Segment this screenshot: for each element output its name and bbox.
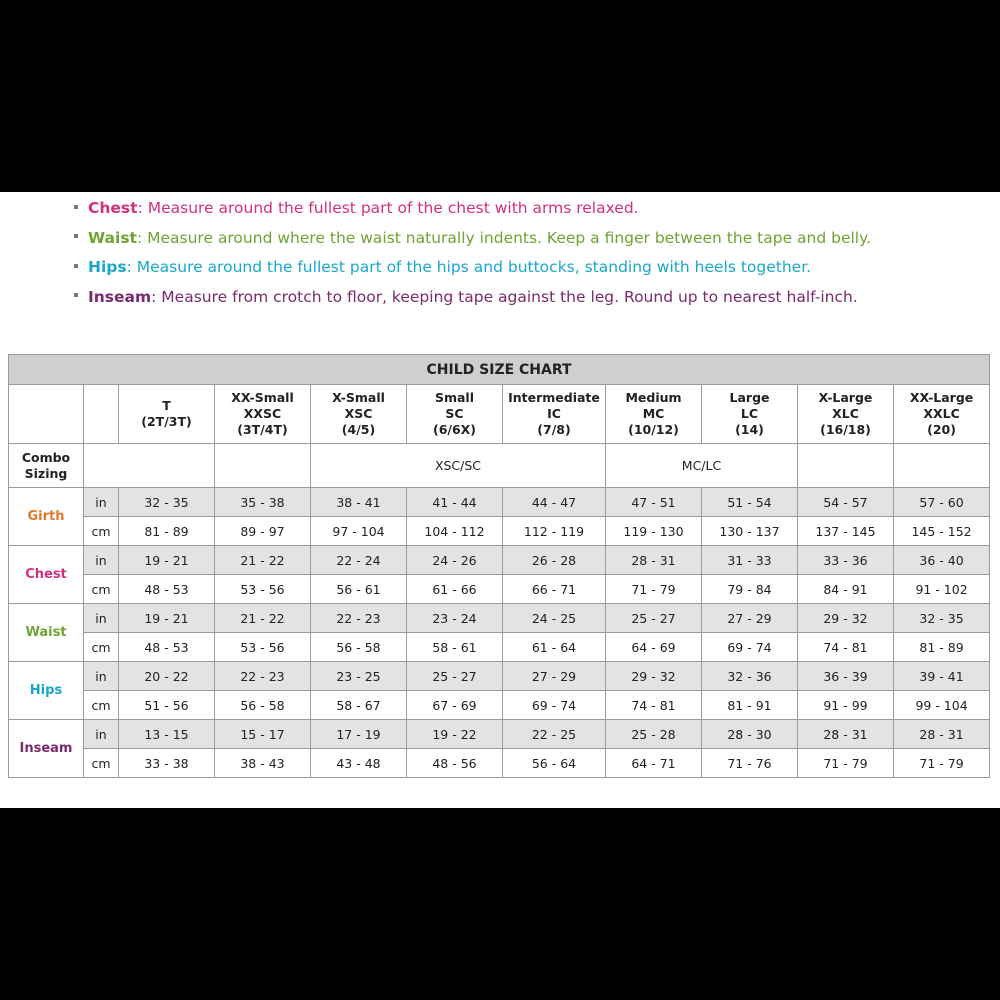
chest-in-row bbox=[9, 546, 990, 575]
size-value: 36 - 39 bbox=[798, 662, 894, 691]
size-code: XLC bbox=[832, 406, 859, 421]
header-blank bbox=[84, 385, 119, 444]
size-value: 81 - 89 bbox=[119, 517, 215, 546]
combo-label-line: Combo bbox=[21, 449, 71, 465]
girth-cm-row bbox=[9, 517, 990, 546]
measurement-label-chest: Chest bbox=[9, 546, 84, 604]
size-value: 99 - 104 bbox=[894, 691, 990, 720]
size-range: (4/5) bbox=[341, 422, 376, 437]
instruction-term: Hips bbox=[88, 258, 127, 277]
unit-label: in bbox=[84, 720, 119, 749]
measurement-label-hips: Hips bbox=[9, 662, 84, 720]
size-value: 56 - 61 bbox=[311, 575, 407, 604]
size-header bbox=[894, 385, 990, 444]
size-header bbox=[119, 385, 215, 444]
unit-label: cm bbox=[84, 633, 119, 662]
size-range: (10/12) bbox=[628, 422, 679, 437]
size-value: 84 - 91 bbox=[798, 575, 894, 604]
size-value: 69 - 74 bbox=[702, 633, 798, 662]
size-value: 67 - 69 bbox=[407, 691, 503, 720]
size-value: 71 - 79 bbox=[894, 749, 990, 778]
size-value: 23 - 25 bbox=[311, 662, 407, 691]
size-value: 13 - 15 bbox=[119, 720, 215, 749]
size-value: 38 - 43 bbox=[215, 749, 311, 778]
combo-cell bbox=[84, 444, 119, 488]
unit-label: cm bbox=[84, 691, 119, 720]
size-value: 41 - 44 bbox=[407, 488, 503, 517]
size-value: 26 - 28 bbox=[503, 546, 606, 575]
size-value: 66 - 71 bbox=[503, 575, 606, 604]
size-code: XXSC bbox=[243, 406, 282, 421]
size-value: 44 - 47 bbox=[503, 488, 606, 517]
size-value: 54 - 57 bbox=[798, 488, 894, 517]
size-value: 32 - 36 bbox=[702, 662, 798, 691]
bullet-icon bbox=[74, 205, 78, 209]
size-value: 15 - 17 bbox=[215, 720, 311, 749]
measurement-label-girth: Girth bbox=[9, 488, 84, 546]
size-value: 19 - 21 bbox=[119, 546, 215, 575]
size-header bbox=[407, 385, 503, 444]
size-value: 29 - 32 bbox=[798, 604, 894, 633]
size-name: Large bbox=[729, 390, 770, 405]
size-value: 25 - 27 bbox=[606, 604, 702, 633]
size-value: 56 - 58 bbox=[311, 633, 407, 662]
size-value: 29 - 32 bbox=[606, 662, 702, 691]
size-name: T bbox=[162, 398, 171, 413]
unit-label: in bbox=[84, 604, 119, 633]
size-value: 22 - 23 bbox=[215, 662, 311, 691]
size-code: SC bbox=[445, 406, 464, 421]
size-value: 28 - 30 bbox=[702, 720, 798, 749]
size-value: 137 - 145 bbox=[798, 517, 894, 546]
size-value: 19 - 21 bbox=[119, 604, 215, 633]
size-value: 119 - 130 bbox=[606, 517, 702, 546]
instruction-hips bbox=[74, 255, 871, 285]
size-header-row bbox=[9, 385, 990, 444]
size-value: 35 - 38 bbox=[215, 488, 311, 517]
girth-in-row bbox=[9, 488, 990, 517]
size-name: XX-Large bbox=[909, 390, 974, 405]
child-size-chart bbox=[8, 354, 990, 778]
size-value: 39 - 41 bbox=[894, 662, 990, 691]
combo-sizing-row bbox=[9, 444, 990, 488]
size-code: XSC bbox=[344, 406, 373, 421]
size-value: 36 - 40 bbox=[894, 546, 990, 575]
size-value: 27 - 29 bbox=[702, 604, 798, 633]
size-value: 57 - 60 bbox=[894, 488, 990, 517]
size-value: 71 - 79 bbox=[606, 575, 702, 604]
combo-cell bbox=[798, 444, 894, 488]
size-code: LC bbox=[740, 406, 759, 421]
size-value: 81 - 89 bbox=[894, 633, 990, 662]
measurement-label-inseam: Inseam bbox=[9, 720, 84, 778]
size-value: 24 - 25 bbox=[503, 604, 606, 633]
size-value: 22 - 23 bbox=[311, 604, 407, 633]
chart-title: CHILD SIZE CHART bbox=[9, 355, 990, 385]
size-value: 22 - 25 bbox=[503, 720, 606, 749]
size-value: 48 - 56 bbox=[407, 749, 503, 778]
size-value: 104 - 112 bbox=[407, 517, 503, 546]
instruction-text: : Measure around where the waist naturally indents. Keep a finger between the tape and belly. bbox=[136, 228, 872, 247]
size-value: 31 - 33 bbox=[702, 546, 798, 575]
size-value: 33 - 36 bbox=[798, 546, 894, 575]
combo-sizing-label bbox=[9, 444, 84, 488]
instruction-text: : Measure around the fullest part of the hips and buttocks, standing with heels together. bbox=[126, 258, 812, 277]
size-value: 51 - 56 bbox=[119, 691, 215, 720]
size-value: 97 - 104 bbox=[311, 517, 407, 546]
instruction-term: Inseam bbox=[88, 287, 152, 306]
size-value: 74 - 81 bbox=[606, 691, 702, 720]
size-value: 21 - 22 bbox=[215, 604, 311, 633]
size-value: 130 - 137 bbox=[702, 517, 798, 546]
size-value: 28 - 31 bbox=[798, 720, 894, 749]
size-value: 58 - 67 bbox=[311, 691, 407, 720]
size-value: 74 - 81 bbox=[798, 633, 894, 662]
size-value: 24 - 26 bbox=[407, 546, 503, 575]
size-value: 43 - 48 bbox=[311, 749, 407, 778]
size-name: X-Large bbox=[818, 390, 873, 405]
size-header bbox=[702, 385, 798, 444]
instruction-text: : Measure around the fullest part of the chest with arms relaxed. bbox=[137, 199, 639, 217]
size-value: 56 - 64 bbox=[503, 749, 606, 778]
size-value: 38 - 41 bbox=[311, 488, 407, 517]
size-value: 19 - 22 bbox=[407, 720, 503, 749]
size-name: XX-Small bbox=[231, 390, 294, 405]
size-value: 32 - 35 bbox=[119, 488, 215, 517]
size-value: 28 - 31 bbox=[894, 720, 990, 749]
size-header bbox=[503, 385, 606, 444]
combo-cell bbox=[894, 444, 990, 488]
size-value: 69 - 74 bbox=[503, 691, 606, 720]
size-value: 61 - 64 bbox=[503, 633, 606, 662]
size-value: 22 - 24 bbox=[311, 546, 407, 575]
combo-mc-lc: MC/LC bbox=[606, 444, 798, 488]
instruction-inseam bbox=[74, 285, 871, 315]
size-name: Medium bbox=[625, 390, 682, 405]
size-header bbox=[798, 385, 894, 444]
size-code: IC bbox=[547, 406, 561, 421]
unit-label: cm bbox=[84, 575, 119, 604]
size-value: 71 - 79 bbox=[798, 749, 894, 778]
size-name: Small bbox=[434, 390, 475, 405]
instruction-waist bbox=[74, 226, 871, 256]
unit-label: in bbox=[84, 546, 119, 575]
size-value: 89 - 97 bbox=[215, 517, 311, 546]
instruction-chest bbox=[74, 196, 871, 226]
size-value: 20 - 22 bbox=[119, 662, 215, 691]
instruction-term: Waist bbox=[88, 228, 137, 247]
waist-in-row bbox=[9, 604, 990, 633]
size-value: 145 - 152 bbox=[894, 517, 990, 546]
inseam-in-row bbox=[9, 720, 990, 749]
size-range: (20) bbox=[927, 422, 956, 437]
size-range: (14) bbox=[735, 422, 764, 437]
size-name: X-Small bbox=[332, 390, 385, 405]
size-value: 81 - 91 bbox=[702, 691, 798, 720]
size-value: 91 - 102 bbox=[894, 575, 990, 604]
size-code: XXLC bbox=[923, 406, 960, 421]
size-value: 51 - 54 bbox=[702, 488, 798, 517]
size-header bbox=[311, 385, 407, 444]
size-value: 32 - 35 bbox=[894, 604, 990, 633]
size-value: 17 - 19 bbox=[311, 720, 407, 749]
hips-cm-row bbox=[9, 691, 990, 720]
size-value: 48 - 53 bbox=[119, 633, 215, 662]
size-value: 33 - 38 bbox=[119, 749, 215, 778]
size-value: 56 - 58 bbox=[215, 691, 311, 720]
size-range: (2T/3T) bbox=[141, 414, 192, 429]
bullet-icon bbox=[74, 234, 78, 238]
bullet-icon bbox=[74, 293, 78, 297]
unit-label: cm bbox=[84, 749, 119, 778]
chest-cm-row bbox=[9, 575, 990, 604]
size-range: (3T/4T) bbox=[237, 422, 288, 437]
size-value: 27 - 29 bbox=[503, 662, 606, 691]
measurement-label-waist: Waist bbox=[9, 604, 84, 662]
size-code: MC bbox=[642, 406, 665, 421]
size-value: 47 - 51 bbox=[606, 488, 702, 517]
size-value: 23 - 24 bbox=[407, 604, 503, 633]
size-value: 79 - 84 bbox=[702, 575, 798, 604]
size-value: 112 - 119 bbox=[503, 517, 606, 546]
size-value: 48 - 53 bbox=[119, 575, 215, 604]
combo-xsc-sc: XSC/SC bbox=[311, 444, 606, 488]
combo-cell bbox=[215, 444, 311, 488]
size-value: 53 - 56 bbox=[215, 633, 311, 662]
size-range: (7/8) bbox=[537, 422, 571, 437]
measurement-instructions bbox=[74, 196, 871, 314]
size-value: 71 - 76 bbox=[702, 749, 798, 778]
combo-cell bbox=[119, 444, 215, 488]
instruction-term: Chest bbox=[88, 199, 138, 217]
bullet-icon bbox=[74, 264, 78, 268]
size-name: Intermediate bbox=[508, 390, 600, 405]
size-value: 25 - 27 bbox=[407, 662, 503, 691]
size-header bbox=[606, 385, 702, 444]
size-value: 21 - 22 bbox=[215, 546, 311, 575]
size-value: 91 - 99 bbox=[798, 691, 894, 720]
size-header bbox=[215, 385, 311, 444]
size-value: 64 - 71 bbox=[606, 749, 702, 778]
inseam-cm-row bbox=[9, 749, 990, 778]
unit-label: in bbox=[84, 488, 119, 517]
size-value: 28 - 31 bbox=[606, 546, 702, 575]
instruction-text: : Measure from crotch to floor, keeping tape against the leg. Round up to nearest half-inch. bbox=[151, 287, 858, 306]
size-value: 61 - 66 bbox=[407, 575, 503, 604]
size-range: (6/6X) bbox=[432, 422, 477, 437]
size-value: 58 - 61 bbox=[407, 633, 503, 662]
unit-label: cm bbox=[84, 517, 119, 546]
hips-in-row bbox=[9, 662, 990, 691]
size-value: 64 - 69 bbox=[606, 633, 702, 662]
header-blank bbox=[9, 385, 84, 444]
combo-label-line: Sizing bbox=[24, 465, 68, 481]
size-value: 53 - 56 bbox=[215, 575, 311, 604]
waist-cm-row bbox=[9, 633, 990, 662]
unit-label: in bbox=[84, 662, 119, 691]
size-range: (16/18) bbox=[820, 422, 871, 437]
size-value: 25 - 28 bbox=[606, 720, 702, 749]
